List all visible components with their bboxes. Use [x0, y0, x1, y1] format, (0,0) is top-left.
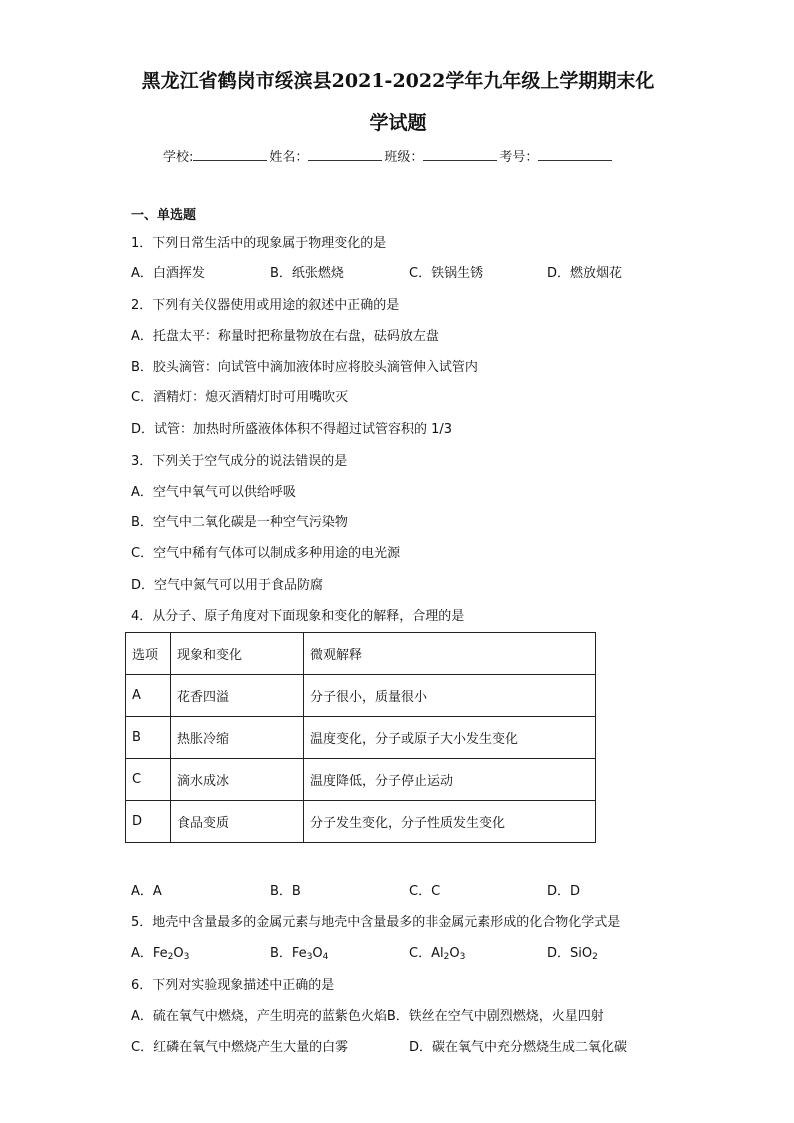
q6-option-d: D．碳在氧气中充分燃烧生成二氧化碳 — [409, 1040, 628, 1055]
table-cell: C — [126, 759, 171, 801]
q2-option-c: C．酒精灯：熄灭酒精灯时可用嘴吹灭 — [131, 390, 349, 405]
subscript: 3 — [183, 952, 190, 962]
q4-table — [125, 632, 596, 843]
formula-part: C．Al — [409, 946, 444, 961]
table-header-cell: 选项 — [126, 633, 171, 675]
table-cell: 热胀冷缩 — [171, 717, 304, 759]
table-cell: 食品变质 — [171, 801, 304, 843]
q3-option-b: B．空气中二氧化碳是一种空气污染物 — [131, 515, 348, 530]
q5-option-c — [409, 946, 465, 965]
class-label: 班级： — [384, 150, 424, 165]
table-row — [126, 675, 596, 717]
table-cell: D — [126, 801, 171, 843]
q3-stem: 3．下列关于空气成分的说法错误的是 — [131, 454, 348, 469]
formula-part: B．Fe — [270, 946, 307, 961]
exam-title-line1: 黑龙江省鹤岗市绥滨县2021-2022学年九年级上学期期末化 — [141, 70, 655, 92]
school-label: 学校: — [163, 150, 194, 165]
table-cell: 温度降低，分子停止运动 — [304, 759, 596, 801]
table-row — [126, 801, 596, 843]
q1-option-a: A．白酒挥发 — [131, 266, 205, 281]
q6-option-ab: A．硫在氧气中燃烧，产生明亮的蓝紫色火焰B．铁丝在空气中剧烈燃烧，火星四射 — [131, 1009, 604, 1024]
number-blank[interactable] — [538, 148, 612, 161]
formula-part: A．Fe — [131, 946, 168, 961]
q1-option-b: B．纸张燃烧 — [270, 266, 344, 281]
q3-option-a: A．空气中氧气可以供给呼吸 — [131, 485, 296, 500]
subscript: 3 — [459, 952, 466, 962]
q6-option-c: C．红磷在氧气中燃烧产生大量的白雾 — [131, 1040, 349, 1055]
class-blank[interactable] — [423, 148, 497, 161]
school-blank[interactable] — [193, 148, 267, 161]
table-cell: B — [126, 717, 171, 759]
table-cell: 分子很小，质量很小 — [304, 675, 596, 717]
q2-option-d: D．试管：加热时所盛液体体积不得超过试管容积的 1/3 — [131, 422, 453, 437]
formula-part: D．SiO — [547, 946, 593, 961]
formula-part: O — [312, 946, 323, 961]
q3-option-c: C．空气中稀有气体可以制成多种用途的电光源 — [131, 546, 401, 561]
q1-option-d: D．燃放烟花 — [547, 266, 623, 281]
q1-option-c: C．铁锅生锈 — [409, 266, 484, 281]
q5-option-b — [270, 946, 328, 965]
table-row — [126, 717, 596, 759]
q4-option-d: D．D — [547, 884, 581, 899]
subscript: 2 — [592, 952, 598, 962]
table-cell: 花香四溢 — [171, 675, 304, 717]
table-header-row — [126, 633, 596, 675]
formula-part: O — [449, 946, 460, 961]
student-info-line — [163, 146, 614, 165]
exam-title-line2: 学试题 — [369, 112, 427, 134]
table-cell: 分子发生变化，分子性质发生变化 — [304, 801, 596, 843]
name-blank[interactable] — [308, 148, 382, 161]
subscript: 2 — [167, 952, 174, 962]
q5-option-d — [547, 946, 598, 965]
q2-option-b: B．胶头滴管：向试管中滴加液体时应将胶头滴管伸入试管内 — [131, 360, 478, 375]
q4-stem: 4．从分子、原子角度对下面现象和变化的解释，合理的是 — [131, 609, 465, 624]
q2-option-a: A．托盘太平：称量时把称量物放在右盘，砝码放左盘 — [131, 329, 439, 344]
subscript: 4 — [322, 952, 329, 962]
section-heading: 一、单选题 — [131, 208, 197, 223]
table-row — [126, 759, 596, 801]
q1-stem: 1．下列日常生活中的现象属于物理变化的是 — [131, 236, 387, 251]
table-cell: A — [126, 675, 171, 717]
subscript: 3 — [306, 952, 313, 962]
q5-stem: 5．地壳中含量最多的金属元素与地壳中含量最多的非金属元素形成的化合物化学式是 — [131, 915, 621, 930]
table-cell: 滴水成冰 — [171, 759, 304, 801]
number-label: 考号： — [499, 150, 539, 165]
table-header-cell: 现象和变化 — [171, 633, 304, 675]
q5-option-a — [131, 946, 189, 965]
table-header-cell: 微观解释 — [304, 633, 596, 675]
q4-option-c: C．C — [409, 884, 441, 899]
q2-stem: 2．下列有关仪器使用或用途的叙述中正确的是 — [131, 298, 400, 313]
table-cell: 温度变化，分子或原子大小发生变化 — [304, 717, 596, 759]
subscript: 2 — [443, 952, 450, 962]
q3-option-d: D．空气中氮气可以用于食品防腐 — [131, 578, 324, 593]
q6-stem: 6．下列对实验现象描述中正确的是 — [131, 978, 335, 993]
formula-part: O — [173, 946, 184, 961]
q4-option-b: B．B — [270, 884, 301, 899]
q4-option-a: A．A — [131, 884, 162, 899]
name-label: 姓名： — [269, 150, 309, 165]
